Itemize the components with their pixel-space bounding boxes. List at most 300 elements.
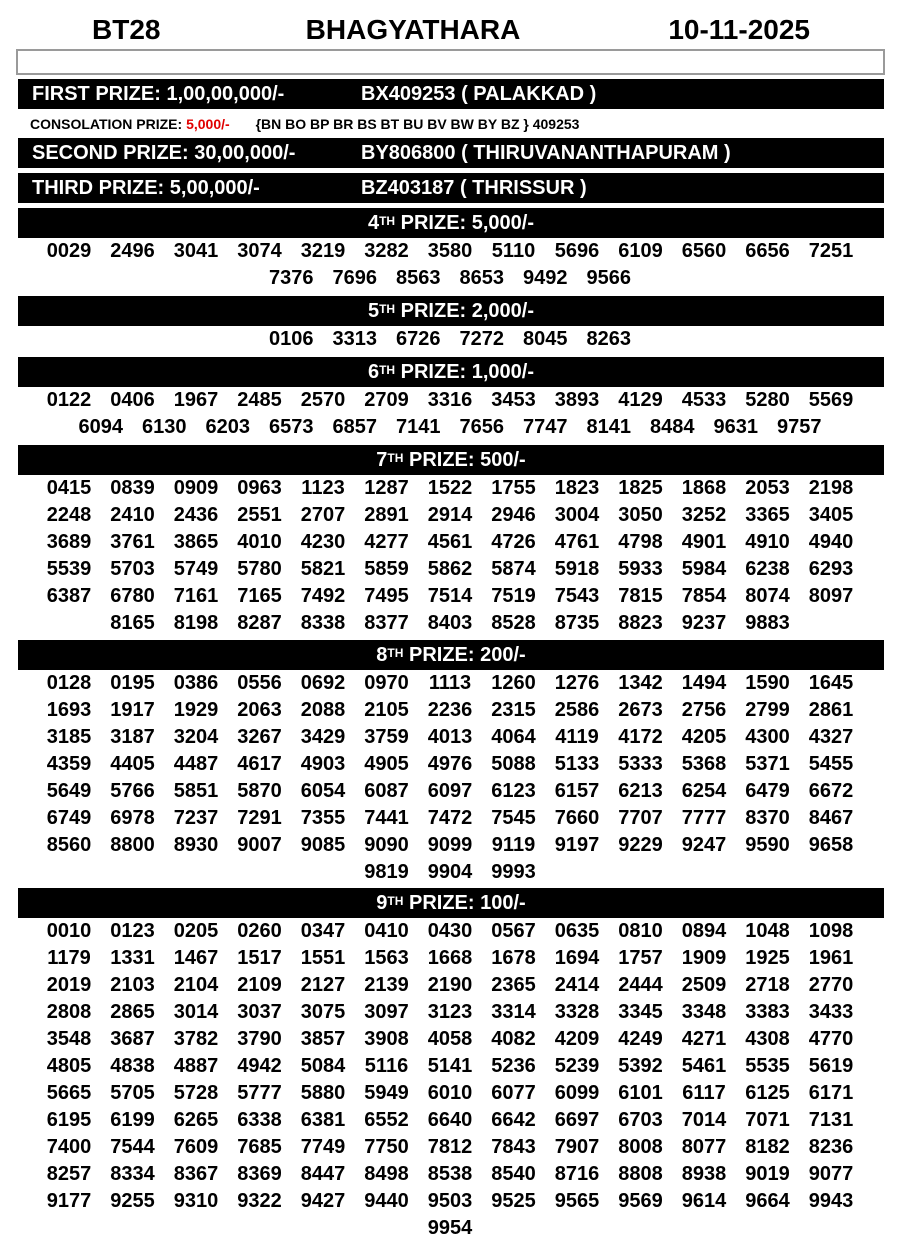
winning-number: 2436 bbox=[173, 504, 219, 526]
third-prize-bar bbox=[18, 173, 884, 203]
winning-number: 1276 bbox=[554, 672, 600, 694]
winning-number: 6552 bbox=[364, 1109, 409, 1131]
winning-number: 3687 bbox=[110, 1028, 155, 1050]
winning-number: 6123 bbox=[491, 780, 536, 802]
winning-number: 4887 bbox=[173, 1055, 219, 1077]
winning-number: 1823 bbox=[554, 477, 600, 499]
number-row bbox=[0, 1026, 900, 1052]
winning-number: 7514 bbox=[427, 585, 473, 607]
number-row bbox=[0, 1215, 900, 1240]
winning-number: 3761 bbox=[110, 531, 155, 553]
winning-number: 7707 bbox=[618, 807, 663, 829]
winning-number: 2770 bbox=[808, 974, 854, 996]
winning-number: 3429 bbox=[300, 726, 346, 748]
draw-date: 10-11-2025 bbox=[668, 14, 810, 45]
winning-number: 9631 bbox=[713, 416, 758, 438]
winning-number: 9007 bbox=[237, 834, 282, 856]
winning-number: 5088 bbox=[491, 753, 536, 775]
winning-number: 7376 bbox=[269, 267, 314, 289]
winning-number: 0430 bbox=[427, 920, 473, 942]
winning-number: 5535 bbox=[745, 1055, 790, 1077]
winning-number: 0963 bbox=[237, 477, 282, 499]
consolation-label: CONSOLATION PRIZE: bbox=[30, 116, 183, 132]
winning-number: 6203 bbox=[205, 416, 250, 438]
winning-number: 7161 bbox=[173, 585, 219, 607]
prize-label: PRIZE: 500/- bbox=[408, 449, 526, 471]
winning-number: 8716 bbox=[554, 1163, 600, 1185]
winning-number: 5703 bbox=[110, 558, 155, 580]
winning-number: 9492 bbox=[523, 267, 568, 289]
winning-number: 9614 bbox=[681, 1190, 727, 1212]
winning-number: 5461 bbox=[681, 1055, 727, 1077]
winning-number: 4726 bbox=[491, 531, 536, 553]
winning-number: 7014 bbox=[681, 1109, 727, 1131]
winning-number: 9119 bbox=[491, 834, 536, 856]
consolation-prize bbox=[30, 113, 579, 135]
winning-number: 4359 bbox=[46, 753, 92, 775]
draw-code: BT28 bbox=[92, 14, 161, 45]
winning-number: 6130 bbox=[142, 416, 187, 438]
winning-number: 1825 bbox=[618, 477, 663, 499]
winning-number: 3185 bbox=[46, 726, 92, 748]
winning-number: 6010 bbox=[427, 1082, 473, 1104]
prize-label: PRIZE: 5,000/- bbox=[400, 212, 535, 234]
result-header bbox=[0, 10, 900, 50]
winning-number: 4805 bbox=[46, 1055, 92, 1077]
winning-number: 9883 bbox=[745, 612, 790, 634]
winning-number: 1868 bbox=[681, 477, 727, 499]
winning-number: 3365 bbox=[745, 504, 790, 526]
winning-number: 4561 bbox=[427, 531, 473, 553]
winning-number: 4209 bbox=[554, 1028, 600, 1050]
winning-number: 3267 bbox=[237, 726, 282, 748]
winning-number: 1755 bbox=[491, 477, 536, 499]
winning-number: 6094 bbox=[78, 416, 123, 438]
third-prize-label: THIRD PRIZE: 5,00,000/- bbox=[32, 177, 260, 199]
winning-number: 8377 bbox=[364, 612, 409, 634]
number-row bbox=[0, 610, 900, 636]
winning-number: 5116 bbox=[364, 1055, 409, 1077]
number-row bbox=[0, 697, 900, 723]
winning-number: 2315 bbox=[491, 699, 536, 721]
winning-number: 8447 bbox=[300, 1163, 346, 1185]
winning-number: 7543 bbox=[554, 585, 600, 607]
winning-number: 6857 bbox=[332, 416, 377, 438]
winning-number: 0567 bbox=[491, 920, 536, 942]
winning-number: 5333 bbox=[618, 753, 663, 775]
winning-number: 4770 bbox=[808, 1028, 854, 1050]
winning-number: 2365 bbox=[491, 974, 536, 996]
winning-number: 2198 bbox=[808, 477, 854, 499]
winning-number: 4058 bbox=[427, 1028, 473, 1050]
winning-number: 3383 bbox=[745, 1001, 790, 1023]
winning-number: 6780 bbox=[110, 585, 155, 607]
winning-number: 9237 bbox=[681, 612, 727, 634]
winning-number: 1645 bbox=[808, 672, 854, 694]
winning-number: 5236 bbox=[491, 1055, 536, 1077]
winning-number: 6642 bbox=[491, 1109, 536, 1131]
winning-number: 5649 bbox=[46, 780, 92, 802]
winning-number: 5110 bbox=[491, 240, 536, 262]
winning-number: 0839 bbox=[110, 477, 155, 499]
winning-number: 8653 bbox=[459, 267, 504, 289]
winning-number: 9085 bbox=[300, 834, 346, 856]
winning-number: 5880 bbox=[300, 1082, 346, 1104]
first-prize-winner: BX409253 ( PALAKKAD ) bbox=[361, 83, 597, 105]
winning-number: 6109 bbox=[618, 240, 663, 262]
winning-number: 5851 bbox=[173, 780, 219, 802]
winning-number: 1260 bbox=[491, 672, 536, 694]
prize-ordinal-suffix: TH bbox=[387, 646, 404, 660]
winning-number: 6573 bbox=[269, 416, 314, 438]
winning-number: 6101 bbox=[618, 1082, 663, 1104]
winning-number: 9427 bbox=[300, 1190, 346, 1212]
winning-number: 1287 bbox=[364, 477, 409, 499]
number-row bbox=[0, 805, 900, 831]
winning-number: 1048 bbox=[745, 920, 790, 942]
winning-number: 8467 bbox=[808, 807, 854, 829]
winning-number: 8560 bbox=[46, 834, 92, 856]
winning-number: 2105 bbox=[364, 699, 409, 721]
winning-number: 3123 bbox=[427, 1001, 473, 1023]
winning-number: 6978 bbox=[110, 807, 155, 829]
winning-number: 7660 bbox=[554, 807, 600, 829]
winning-number: 1517 bbox=[237, 947, 282, 969]
winning-number: 4010 bbox=[237, 531, 282, 553]
winning-number: 8236 bbox=[808, 1136, 854, 1158]
winning-number: 3187 bbox=[110, 726, 155, 748]
winning-number: 6338 bbox=[237, 1109, 282, 1131]
number-row bbox=[0, 945, 900, 971]
winning-number: 5728 bbox=[173, 1082, 219, 1104]
winning-number: 7907 bbox=[554, 1136, 600, 1158]
winning-number: 4761 bbox=[554, 531, 600, 553]
winning-number: 3037 bbox=[237, 1001, 282, 1023]
winning-number: 2946 bbox=[491, 504, 536, 526]
winning-number: 5933 bbox=[618, 558, 663, 580]
winning-number: 6125 bbox=[745, 1082, 790, 1104]
winning-number: 5766 bbox=[110, 780, 155, 802]
winning-number: 3433 bbox=[808, 1001, 854, 1023]
winning-number: 3548 bbox=[46, 1028, 92, 1050]
winning-number: 2718 bbox=[745, 974, 790, 996]
winning-number: 2586 bbox=[554, 699, 600, 721]
winning-number: 2799 bbox=[745, 699, 790, 721]
winning-number: 6195 bbox=[46, 1109, 92, 1131]
number-row bbox=[0, 1134, 900, 1160]
winning-number: 5918 bbox=[554, 558, 600, 580]
winning-number: 3689 bbox=[46, 531, 92, 553]
number-row bbox=[0, 724, 900, 750]
winning-number: 0415 bbox=[46, 477, 92, 499]
winning-number: 4901 bbox=[681, 531, 727, 553]
number-row bbox=[0, 918, 900, 944]
winning-number: 0635 bbox=[554, 920, 600, 942]
winning-number: 2673 bbox=[618, 699, 663, 721]
winning-number: 9819 bbox=[364, 861, 409, 883]
winning-number: 4230 bbox=[300, 531, 346, 553]
winning-number: 8074 bbox=[745, 585, 790, 607]
winning-number: 8735 bbox=[554, 612, 600, 634]
winning-number: 6199 bbox=[110, 1109, 155, 1131]
winning-number: 0195 bbox=[110, 672, 155, 694]
winning-number: 1551 bbox=[300, 947, 346, 969]
winning-number: 1693 bbox=[46, 699, 92, 721]
winning-number: 5870 bbox=[237, 780, 282, 802]
winning-number: 0556 bbox=[237, 672, 282, 694]
winning-number: 6099 bbox=[554, 1082, 600, 1104]
winning-number: 0909 bbox=[173, 477, 219, 499]
winning-number: 0029 bbox=[46, 240, 92, 262]
winning-number: 8938 bbox=[681, 1163, 727, 1185]
winning-number: 2861 bbox=[808, 699, 854, 721]
winning-number: 5084 bbox=[300, 1055, 346, 1077]
winning-number: 1757 bbox=[618, 947, 663, 969]
winning-number: 0260 bbox=[237, 920, 282, 942]
winning-number: 4838 bbox=[110, 1055, 155, 1077]
winning-number: 3405 bbox=[808, 504, 854, 526]
winning-number: 9993 bbox=[491, 861, 536, 883]
winning-number: 7750 bbox=[364, 1136, 409, 1158]
winning-number: 7495 bbox=[364, 585, 409, 607]
prize-ordinal: 5 bbox=[367, 300, 380, 322]
prize-ordinal-suffix: TH bbox=[379, 363, 396, 377]
winning-number: 2709 bbox=[364, 389, 409, 411]
winning-number: 3453 bbox=[491, 389, 536, 411]
winning-number: 4976 bbox=[427, 753, 473, 775]
winning-number: 5371 bbox=[745, 753, 790, 775]
number-row bbox=[0, 1188, 900, 1214]
winning-number: 2756 bbox=[681, 699, 727, 721]
winning-number: 0128 bbox=[46, 672, 92, 694]
winning-number: 2053 bbox=[745, 477, 790, 499]
winning-number: 2570 bbox=[300, 389, 346, 411]
prize-bar-9 bbox=[18, 888, 884, 918]
winning-number: 6077 bbox=[491, 1082, 536, 1104]
winning-number: 1909 bbox=[681, 947, 727, 969]
number-row bbox=[0, 238, 900, 264]
winning-number: 5665 bbox=[46, 1082, 92, 1104]
winning-number: 3219 bbox=[300, 240, 346, 262]
winning-number: 9569 bbox=[618, 1190, 663, 1212]
prize-bar-4 bbox=[18, 208, 884, 238]
prize-ordinal: 6 bbox=[367, 361, 380, 383]
winning-number: 5859 bbox=[364, 558, 409, 580]
number-row bbox=[0, 751, 900, 777]
winning-number: 8257 bbox=[46, 1163, 92, 1185]
winning-number: 5874 bbox=[491, 558, 536, 580]
winning-number: 5539 bbox=[46, 558, 92, 580]
winning-number: 0406 bbox=[110, 389, 155, 411]
winning-number: 6087 bbox=[364, 780, 409, 802]
winning-number: 7071 bbox=[745, 1109, 790, 1131]
winning-number: 2104 bbox=[173, 974, 219, 996]
winning-number: 4533 bbox=[681, 389, 727, 411]
winning-number: 5949 bbox=[364, 1082, 409, 1104]
winning-number: 1694 bbox=[554, 947, 600, 969]
winning-number: 7843 bbox=[491, 1136, 536, 1158]
winning-number: 4487 bbox=[173, 753, 219, 775]
winning-number: 4942 bbox=[237, 1055, 282, 1077]
winning-number: 9255 bbox=[110, 1190, 155, 1212]
prize-ordinal-suffix: TH bbox=[379, 214, 396, 228]
number-row bbox=[0, 1053, 900, 1079]
winning-number: 9090 bbox=[364, 834, 409, 856]
winning-number: 4172 bbox=[618, 726, 663, 748]
winning-number: 0106 bbox=[269, 328, 314, 350]
winning-number: 9565 bbox=[554, 1190, 600, 1212]
winning-number: 1563 bbox=[364, 947, 409, 969]
winning-number: 8182 bbox=[745, 1136, 790, 1158]
number-row bbox=[0, 265, 900, 291]
prize-label: PRIZE: 100/- bbox=[408, 892, 526, 914]
winning-number: 1098 bbox=[808, 920, 854, 942]
winning-number: 8808 bbox=[618, 1163, 663, 1185]
winning-number: 5780 bbox=[237, 558, 282, 580]
winning-number: 9247 bbox=[681, 834, 727, 856]
winning-number: 8528 bbox=[491, 612, 536, 634]
winning-number: 1467 bbox=[173, 947, 219, 969]
prize-ordinal-suffix: TH bbox=[387, 894, 404, 908]
winning-number: 0692 bbox=[300, 672, 346, 694]
winning-number: 2707 bbox=[300, 504, 346, 526]
winning-number: 1678 bbox=[491, 947, 536, 969]
winning-number: 7141 bbox=[396, 416, 441, 438]
winning-number: 5619 bbox=[808, 1055, 854, 1077]
winning-number: 6697 bbox=[554, 1109, 600, 1131]
consolation-series: {BN BO BP BR BS BT BU BV BW BY BZ } 409253 bbox=[255, 116, 580, 132]
winning-number: 1331 bbox=[110, 947, 155, 969]
winning-number: 7272 bbox=[459, 328, 504, 350]
number-row bbox=[0, 414, 900, 440]
winning-number: 9019 bbox=[745, 1163, 790, 1185]
winning-number: 6672 bbox=[808, 780, 854, 802]
winning-number: 9525 bbox=[491, 1190, 536, 1212]
winning-number: 7544 bbox=[110, 1136, 155, 1158]
second-prize-label: SECOND PRIZE: 30,00,000/- bbox=[32, 142, 296, 164]
winning-number: 5392 bbox=[618, 1055, 663, 1077]
winning-number: 8338 bbox=[300, 612, 346, 634]
winning-number: 8800 bbox=[110, 834, 155, 856]
winning-number: 1917 bbox=[110, 699, 155, 721]
winning-number: 8045 bbox=[523, 328, 568, 350]
winning-number: 2063 bbox=[237, 699, 282, 721]
winning-number: 1342 bbox=[618, 672, 663, 694]
winning-number: 9904 bbox=[427, 861, 473, 883]
number-row bbox=[0, 859, 900, 885]
winning-number: 9590 bbox=[745, 834, 790, 856]
winning-number: 7519 bbox=[491, 585, 536, 607]
winning-number: 0123 bbox=[110, 920, 155, 942]
winning-number: 6265 bbox=[173, 1109, 219, 1131]
winning-number: 2410 bbox=[110, 504, 155, 526]
number-row bbox=[0, 972, 900, 998]
winning-number: 6293 bbox=[808, 558, 854, 580]
winning-number: 8823 bbox=[618, 612, 663, 634]
winning-number: 4327 bbox=[808, 726, 854, 748]
winning-number: 4119 bbox=[555, 726, 599, 748]
winning-number: 9658 bbox=[808, 834, 854, 856]
winning-number: 3893 bbox=[554, 389, 600, 411]
winning-number: 4910 bbox=[745, 531, 790, 553]
winning-number: 6656 bbox=[745, 240, 790, 262]
winning-number: 5696 bbox=[554, 240, 600, 262]
winning-number: 3313 bbox=[332, 328, 377, 350]
winning-number: 4271 bbox=[681, 1028, 727, 1050]
winning-number: 4300 bbox=[745, 726, 790, 748]
winning-number: 7747 bbox=[523, 416, 568, 438]
winning-number: 7749 bbox=[300, 1136, 346, 1158]
winning-number: 0894 bbox=[681, 920, 727, 942]
winning-number: 8263 bbox=[586, 328, 631, 350]
winning-number: 3041 bbox=[173, 240, 219, 262]
winning-number: 2139 bbox=[364, 974, 409, 996]
winning-number: 1123 bbox=[301, 477, 345, 499]
winning-number: 3782 bbox=[173, 1028, 219, 1050]
winning-number: 8484 bbox=[650, 416, 695, 438]
winning-number: 1590 bbox=[745, 672, 790, 694]
winning-number: 8198 bbox=[173, 612, 219, 634]
winning-number: 5984 bbox=[681, 558, 727, 580]
winning-number: 2865 bbox=[110, 1001, 155, 1023]
winning-number: 8403 bbox=[427, 612, 473, 634]
winning-number: 6097 bbox=[427, 780, 473, 802]
winning-number: 3097 bbox=[364, 1001, 409, 1023]
number-row bbox=[0, 1161, 900, 1187]
winning-number: 7609 bbox=[173, 1136, 219, 1158]
winning-number: 7854 bbox=[681, 585, 727, 607]
winning-number: 5368 bbox=[681, 753, 727, 775]
winning-number: 6238 bbox=[745, 558, 790, 580]
winning-number: 8097 bbox=[808, 585, 854, 607]
winning-number: 1494 bbox=[681, 672, 727, 694]
winning-number: 7441 bbox=[364, 807, 409, 829]
prize-ordinal: 7 bbox=[376, 449, 388, 471]
winning-number: 2509 bbox=[681, 974, 727, 996]
winning-number: 4405 bbox=[110, 753, 155, 775]
winning-number: 5862 bbox=[427, 558, 473, 580]
winning-number: 3252 bbox=[681, 504, 727, 526]
winning-number: 0970 bbox=[364, 672, 409, 694]
winning-number: 7237 bbox=[173, 807, 219, 829]
winning-number: 0205 bbox=[173, 920, 219, 942]
prize-label: PRIZE: 200/- bbox=[408, 644, 526, 666]
prize-bar-6 bbox=[18, 357, 884, 387]
number-row bbox=[0, 583, 900, 609]
winning-number: 6213 bbox=[618, 780, 663, 802]
third-prize-winner: BZ403187 ( THRISSUR ) bbox=[361, 177, 587, 199]
winning-number: 9503 bbox=[427, 1190, 473, 1212]
winning-number: 3908 bbox=[364, 1028, 409, 1050]
winning-number: 4064 bbox=[491, 726, 536, 748]
winning-number: 2236 bbox=[427, 699, 473, 721]
number-row bbox=[0, 670, 900, 696]
winning-number: 3865 bbox=[173, 531, 219, 553]
winning-number: 9177 bbox=[46, 1190, 92, 1212]
number-row bbox=[0, 1107, 900, 1133]
winning-number: 6560 bbox=[681, 240, 727, 262]
winning-number: 2019 bbox=[46, 974, 92, 996]
winning-number: 5749 bbox=[173, 558, 219, 580]
number-row bbox=[0, 475, 900, 501]
winning-number: 3348 bbox=[681, 1001, 727, 1023]
winning-number: 4277 bbox=[364, 531, 409, 553]
prize-ordinal: 9 bbox=[376, 892, 388, 914]
winning-number: 7545 bbox=[491, 807, 536, 829]
winning-number: 9322 bbox=[237, 1190, 282, 1212]
winning-number: 3314 bbox=[491, 1001, 536, 1023]
winning-number: 0386 bbox=[173, 672, 219, 694]
